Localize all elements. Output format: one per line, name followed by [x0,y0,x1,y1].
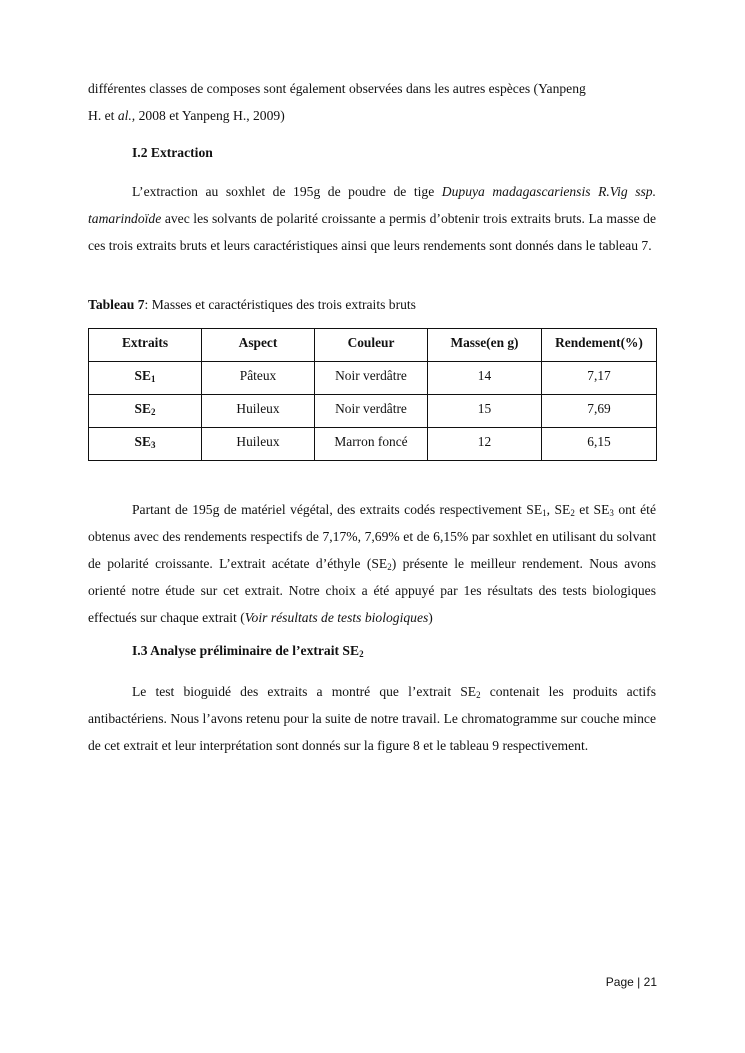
mass-cell: 15 [428,395,542,428]
header-cell: Rendement(%) [542,329,657,362]
section-heading-extraction: I.2 Extraction [132,145,213,160]
mass-cell: 12 [428,428,542,461]
color-cell: Noir verdâtre [315,395,428,428]
page-label: Page [605,975,634,989]
intro-paragraph: différentes classes de composes sont également observées dans les autres espèces (Yanpeng H. et al., 2008 et Yanpeng H., 2009) [88,81,586,123]
section-heading-analysis: I.3 Analyse préliminaire de l’extrait $SE_2$ [132,643,364,659]
extract-code-cell: $SE_2$ [89,395,202,428]
intro-line-1: différentes classes de composes sont également observées dans les autres espèces (Yanpeng [88,81,586,96]
page-number: 21 [643,975,657,989]
extraction-paragraph: L’extraction au soxhlet de 195g de poudre de tige Dupuya madagascariensis R.Vig ssp. tamarindoïde avec les solvants de polarité croissante a permis d’obtenir trois extraits bruts. La masse de ces trois extraits bruts et leurs caractéristiques ainsi que leurs rendements sont donnés dans le tableau 7. [88,184,656,253]
aspect-cell: Huileux [202,428,315,461]
yield-cell: 7,17 [542,362,657,395]
extracts-table [88,328,657,461]
header-cell: Extraits [89,329,202,362]
header-cell: Couleur [315,329,428,362]
mass-cell: 14 [428,362,542,395]
color-cell: Noir verdâtre [315,362,428,395]
header-cell: Aspect [202,329,315,362]
extract-code-cell: $SE_3$ [89,428,202,461]
table-row [89,362,657,395]
header-cell: Masse(en g) [428,329,542,362]
table-header-row [89,329,657,362]
table-row [89,395,657,428]
results-paragraph: Partant de 195g de matériel végétal, des extraits codés respectivement $SE_1$, $SE_2$ et $SE_3$ ont été obtenus avec des rendements respectifs de 7,17%, 7,69% et de 6,15% par soxhlet en utilisant du solvant de polarité croissante. L’extrait acétate d’éthyle $(SE_2)$ présente le meilleur rendement. Nous avons orienté notre étude sur cet extrait. Notre choix a été appuyé par 1es résultats des tests biologiques effectués sur chaque extrait (Voir résultats de tests biologiques) [88,502,657,625]
yield-cell: 6,15 [542,428,657,461]
extract-code-cell: $SE_1$ [89,362,202,395]
page-separator: | [637,975,641,989]
aspect-cell: Huileux [202,395,315,428]
analysis-paragraph: Le test bioguidé des extraits a montré que l’extrait $SE_2$ contenait les produits actifs antibactériens. Nous l’avons retenu pour la suite de notre travail. Le chromatogramme sur couche mince de cet extrait et leur interprétation sont donnés sur la figure 8 et le tableau 9 respectivement. [88,684,657,753]
color-cell: Marron foncé [315,428,428,461]
yield-cell: 7,69 [542,395,657,428]
table-row [89,428,657,461]
page-footer [606,975,657,989]
aspect-cell: Pâteux [202,362,315,395]
table-caption: Tableau 7: Masses et caractéristiques des trois extraits bruts [88,297,416,312]
